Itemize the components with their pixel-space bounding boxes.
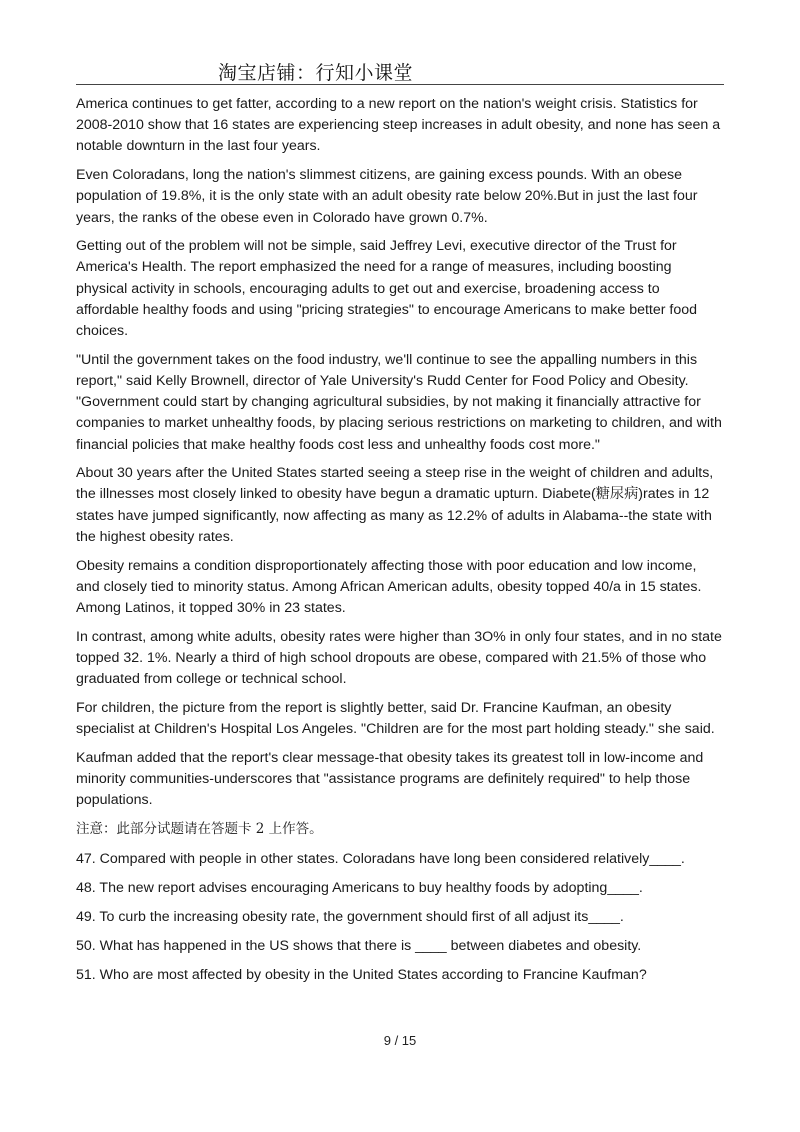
header-title: 淘宝店铺：行知小课堂 (218, 62, 414, 84)
paragraph: For children, the picture from the report is slightly better, said Dr. Francine Kaufman, an obesity specialist at Children's Hospital Los Angeles. "Children are for the most part holding steady." she said. (76, 699, 715, 737)
paragraph: Kaufman added that the report's clear message-that obesity takes its greatest toll in low-income and minority communities-underscores that "assistance programs are definitely required" to help those populations. (76, 749, 704, 809)
paragraph: Even Coloradans, long the nation's slimmest citizens, are gaining excess pounds. With an obese population of 19.8%, it is the only state with an adult obesity rate below 20%.But in just the last four years, the ranks of the obese even in Colorado have grown 0.7%. (76, 167, 698, 226)
paragraph: About 30 years after the United States started seeing a steep rise in the weight of children and adults, the illnesses most closely linked to obesity have begun a dramatic upturn. Diabete(糖尿病)rates in 12 states have jumped significantly, now affecting as many as 12.2% of adults in Alabama--the state with the highest obesity rates. (76, 465, 714, 545)
paragraph: In contrast, among white adults, obesity rates were higher than 3O% in only four states, and in no state topped 32. 1%. Nearly a third of high school dropouts are obese, compared with 21.5% of those who graduated from college or technical school. (76, 628, 722, 688)
answer-sheet-note: 注意：此部分试题请在答题卡 2 上作答。 (76, 820, 323, 837)
question-item: 50. What has happened in the US shows that there is ____ between diabetes and obesity. (76, 938, 642, 954)
page-number: 9 / 15 (383, 1033, 417, 1048)
document-body (76, 94, 724, 994)
page-header (76, 52, 724, 85)
paragraph: Getting out of the problem will not be simple, said Jeffrey Levi, executive director of the Trust for America's Health. The report emphasized the need for a range of measures, including boosting physical activity in schools, encouraging adults to get out and exercise, broadening access to affordable healthy foods and using "pricing strategies" to encourage Americans to make better food choices. (76, 238, 698, 340)
question-item: 48. The new report advises encouraging Americans to buy healthy foods by adopting____. (76, 880, 643, 896)
paragraph: "Until the government takes on the food industry, we'll continue to see the appalling numbers in this report," said Kelly Brownell, director of Yale University's Rudd Center for Food Policy and Obesity. "Government could start by changing agricultural subsidies, by not making it financially attractive for companies to market unhealthy foods, by placing serious restrictions on marketing to children, and with financial policies that make healthy foods cost less and unhealthy foods cost more." (76, 351, 722, 453)
paragraph: America continues to get fatter, according to a new report on the nation's weight crisis. Statistics for 2008-2010 show that 16 states are experiencing steep increases in adult obesity, and none has seen a notable downturn in the last four years. (76, 96, 721, 155)
question-item: 49. To curb the increasing obesity rate, the government should first of all adjust its____. (76, 909, 624, 925)
paragraph: Obesity remains a condition disproportionately affecting those with poor education and low income, and closely tied to minority status. Among African American adults, obesity topped 40/a in 15 states. Among Latinos, it topped 30% in 23 states. (76, 557, 702, 616)
question-item: 47. Compared with people in other states. Coloradans have long been considered relatively____. (76, 851, 685, 867)
question-item: 51. Who are most affected by obesity in the United States according to Francine Kaufman? (76, 967, 647, 983)
